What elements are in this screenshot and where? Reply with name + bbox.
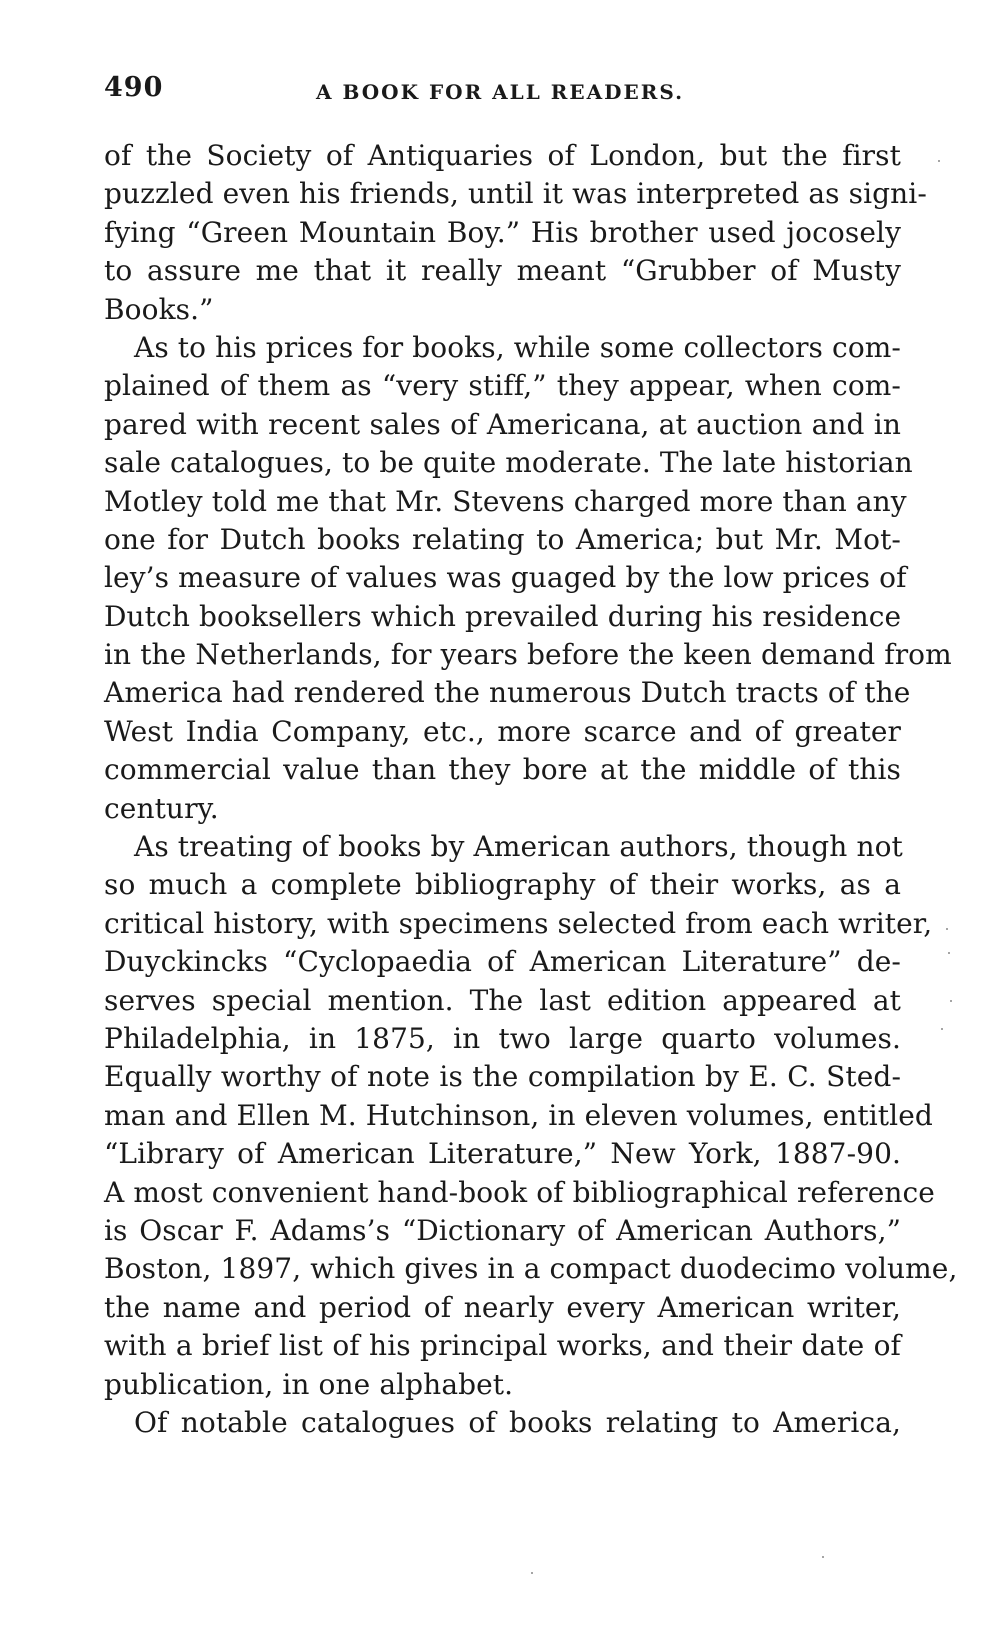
text-line: America had rendered the numerous Dutch tracts of the — [104, 676, 911, 710]
text-line: critical history, with specimens selected from each writer, — [104, 906, 933, 940]
text-line: Duyckincks “Cyclopaedia of American Literature” de- — [104, 945, 901, 979]
text-line: is Oscar F. Adams’s “Dictionary of American Authors,” — [104, 1213, 901, 1247]
text-line: Philadelphia, in 1875, in two large quarto volumes. — [104, 1021, 901, 1055]
speck — [938, 160, 940, 162]
text-line: sale catalogues, to be quite moderate. The late historian — [104, 446, 913, 480]
text-line: one for Dutch books relating to America; but Mr. Mot- — [104, 522, 901, 556]
text-line: of the Society of Antiquaries of London, but the first — [104, 139, 901, 172]
body-text — [104, 137, 958, 1442]
running-head — [104, 72, 900, 112]
text-line: the name and period of nearly every American writer, — [104, 1290, 901, 1324]
text-line: commercial value than they bore at the middle of this — [104, 753, 901, 787]
text-line: Motley told me that Mr. Stevens charged more than any — [104, 484, 907, 518]
speck — [941, 1028, 943, 1030]
text-line: pared with recent sales of Americana, at auction and in — [104, 407, 901, 441]
text-line: “Library of American Literature,” New York, 1887-90. — [104, 1137, 901, 1171]
text-line: century. — [104, 791, 219, 825]
speck — [948, 952, 950, 954]
speck — [946, 928, 948, 930]
paragraph-start-line: As treating of books by American authors, though not — [134, 830, 903, 864]
text-line: man and Ellen M. Hutchinson, in eleven volumes, entitled — [104, 1098, 933, 1132]
text-line: with a brief list of his principal works, and their date of — [104, 1329, 901, 1363]
page-number: 490 — [104, 72, 164, 103]
text-line: Dutch booksellers which prevailed during his residence — [104, 599, 902, 633]
paragraph-start-line: Of notable catalogues of books relating to America, — [134, 1405, 901, 1439]
text-line: Equally worthy of note is the compilation by E. C. Sted- — [104, 1060, 901, 1094]
text-line: plained of them as “very stiff,” they appear, when com- — [104, 369, 901, 403]
running-title: A BOOK FOR ALL READERS. — [316, 80, 685, 104]
text-line: to assure me that it really meant “Grubber of Musty — [104, 254, 901, 288]
speck — [822, 1556, 824, 1558]
text-line: A most convenient hand-book of bibliographical reference — [104, 1175, 935, 1209]
text-line: fying “Green Mountain Boy.” His brother used jocosely — [104, 215, 901, 249]
text-line: publication, in one alphabet. — [104, 1367, 514, 1401]
speck — [950, 1000, 952, 1002]
text-line: Boston, 1897, which gives in a compact duodecimo volume, — [104, 1252, 958, 1286]
speck — [531, 1572, 533, 1574]
text-line: serves special mention. The last edition appeared at — [104, 983, 901, 1017]
paragraph-start-line: As to his prices for books, while some collectors com- — [134, 330, 901, 364]
text-line: Books.” — [104, 292, 214, 326]
text-line: so much a complete bibliography of their works, as a — [104, 868, 901, 902]
text-line: ley’s measure of values was guaged by the low prices of — [104, 561, 907, 595]
text-line: in the Netherlands, for years before the keen demand from — [104, 638, 952, 672]
text-line: West India Company, etc., more scarce and of greater — [104, 714, 901, 748]
text-line: puzzled even his friends, until it was interpreted as signi- — [104, 177, 927, 211]
